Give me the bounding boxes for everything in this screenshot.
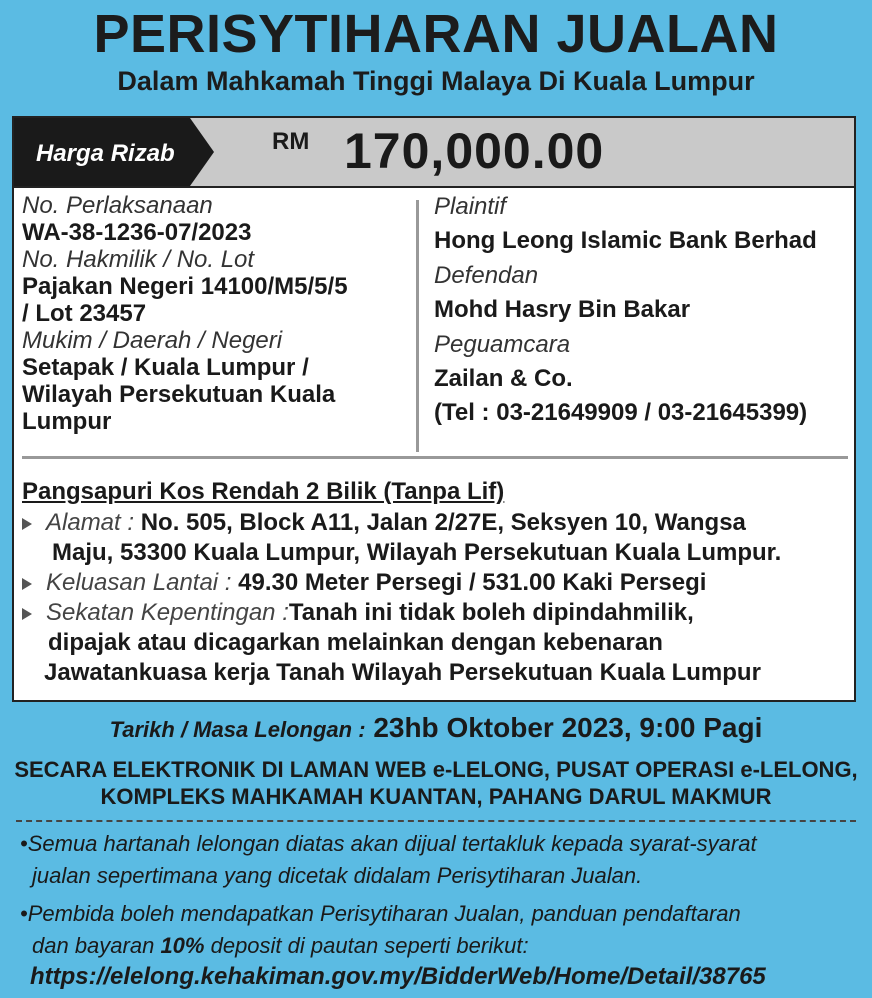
alamat-label: Alamat : (46, 509, 135, 536)
auction-date (0, 712, 872, 744)
plaintif-label: Plaintif (434, 193, 507, 220)
column-divider (416, 200, 419, 452)
price-amount: 170,000.00 (344, 123, 605, 179)
page-title: PERISYTIHARAN JUALAN (93, 4, 779, 64)
property-title: Pangsapuri Kos Rendah 2 Bilik (Tanpa Lif) (22, 478, 505, 505)
alamat-value-1: No. 505, Block A11, Jalan 2/27E, Seksyen 10, Wangsa (140, 509, 746, 536)
mukim-label: Mukim / Daerah / Negeri (22, 327, 283, 354)
sekatan-label: Sekatan Kepentingan : (46, 599, 289, 626)
auction-venue-line-2: KOMPLEKS MAHKAMAH KUANTAN, PAHANG DARUL MAKMUR (100, 784, 772, 809)
case-details-right (434, 192, 817, 427)
deposit-percent: 10% (160, 933, 205, 958)
luas-label: Keluasan Lantai : (46, 569, 232, 596)
price-currency: RM (272, 128, 310, 155)
peguamcara-tel: (Tel : 03-21649909 / 03-21645399) (434, 399, 808, 426)
sekatan-value-2: dipajak atau dicagarkan melainkan dengan kebenaran (48, 629, 663, 656)
notice-box (12, 116, 856, 702)
sekatan-value-1: Tanah ini tidak boleh dipindahmilik, (288, 599, 694, 626)
note-1-line-2: jualan sepertimana yang dicetak didalam Perisytiharan Jualan. (32, 863, 643, 888)
sekatan-line (22, 598, 694, 628)
auction-date-label: Tarikh / Masa Lelongan : (109, 717, 366, 742)
bullet-triangle-icon (22, 518, 32, 530)
defendan-label: Defendan (434, 262, 539, 289)
note-1-line-1: •Semua hartanah lelongan diatas akan dijual tertakluk kepada syarat-syarat (20, 831, 757, 856)
price-label: Harga Rizab (36, 140, 175, 167)
bidder-link[interactable]: https://elelong.kehakiman.gov.my/BidderWeb/Home/Detail/38765 (30, 963, 766, 990)
section-divider (22, 456, 848, 459)
page-subtitle: Dalam Mahkamah Tinggi Malaya Di Kuala Lumpur (117, 66, 755, 96)
sekatan-value-3: Jawatankuasa kerja Tanah Wilayah Persekutuan Kuala Lumpur (44, 659, 761, 686)
case-details-left (22, 192, 348, 435)
hakmilik-value-1: Pajakan Negeri 14100/M5/5/5 (22, 273, 348, 300)
alamat-value-2: Maju, 53300 Kuala Lumpur, Wilayah Persekutuan Kuala Lumpur. (52, 539, 782, 566)
perlaksanaan-value: WA-38-1236-07/2023 (22, 219, 252, 246)
luas-value: 49.30 Meter Persegi / 531.00 Kaki Persegi (238, 569, 707, 596)
dashed-divider (16, 820, 856, 822)
mukim-value-1: Setapak / Kuala Lumpur / (22, 354, 309, 381)
luas-line (22, 568, 706, 598)
defendan-value: Mohd Hasry Bin Bakar (434, 296, 691, 323)
bullet-triangle-icon (22, 608, 32, 620)
note-2-text-a: dan bayaran (32, 933, 161, 958)
alamat-line (22, 508, 746, 538)
note-2-text-c: deposit di pautan seperti berikut: (204, 933, 529, 958)
auction-venue-line-1: SECARA ELEKTRONIK DI LAMAN WEB e-LELONG, PUSAT OPERASI e-LELONG, (14, 757, 858, 782)
auction-venue (0, 756, 872, 810)
note-2-line-2 (32, 930, 529, 962)
hakmilik-value-2: / Lot 23457 (22, 300, 147, 327)
price-bar (14, 118, 854, 188)
peguamcara-value: Zailan & Co. (434, 365, 573, 392)
mukim-value-2: Wilayah Persekutuan Kuala (22, 381, 336, 408)
peguamcara-label: Peguamcara (434, 331, 571, 358)
perlaksanaan-label: No. Perlaksanaan (22, 192, 213, 219)
bullet-triangle-icon (22, 578, 32, 590)
plaintif-value: Hong Leong Islamic Bank Berhad (434, 227, 817, 254)
auction-date-value: 23hb Oktober 2023, 9:00 Pagi (373, 712, 763, 743)
mukim-value-3: Lumpur (22, 408, 112, 435)
note-2-line-1: •Pembida boleh mendapatkan Perisytiharan Jualan, panduan pendaftaran (20, 901, 741, 926)
hakmilik-label: No. Hakmilik / No. Lot (22, 246, 255, 273)
